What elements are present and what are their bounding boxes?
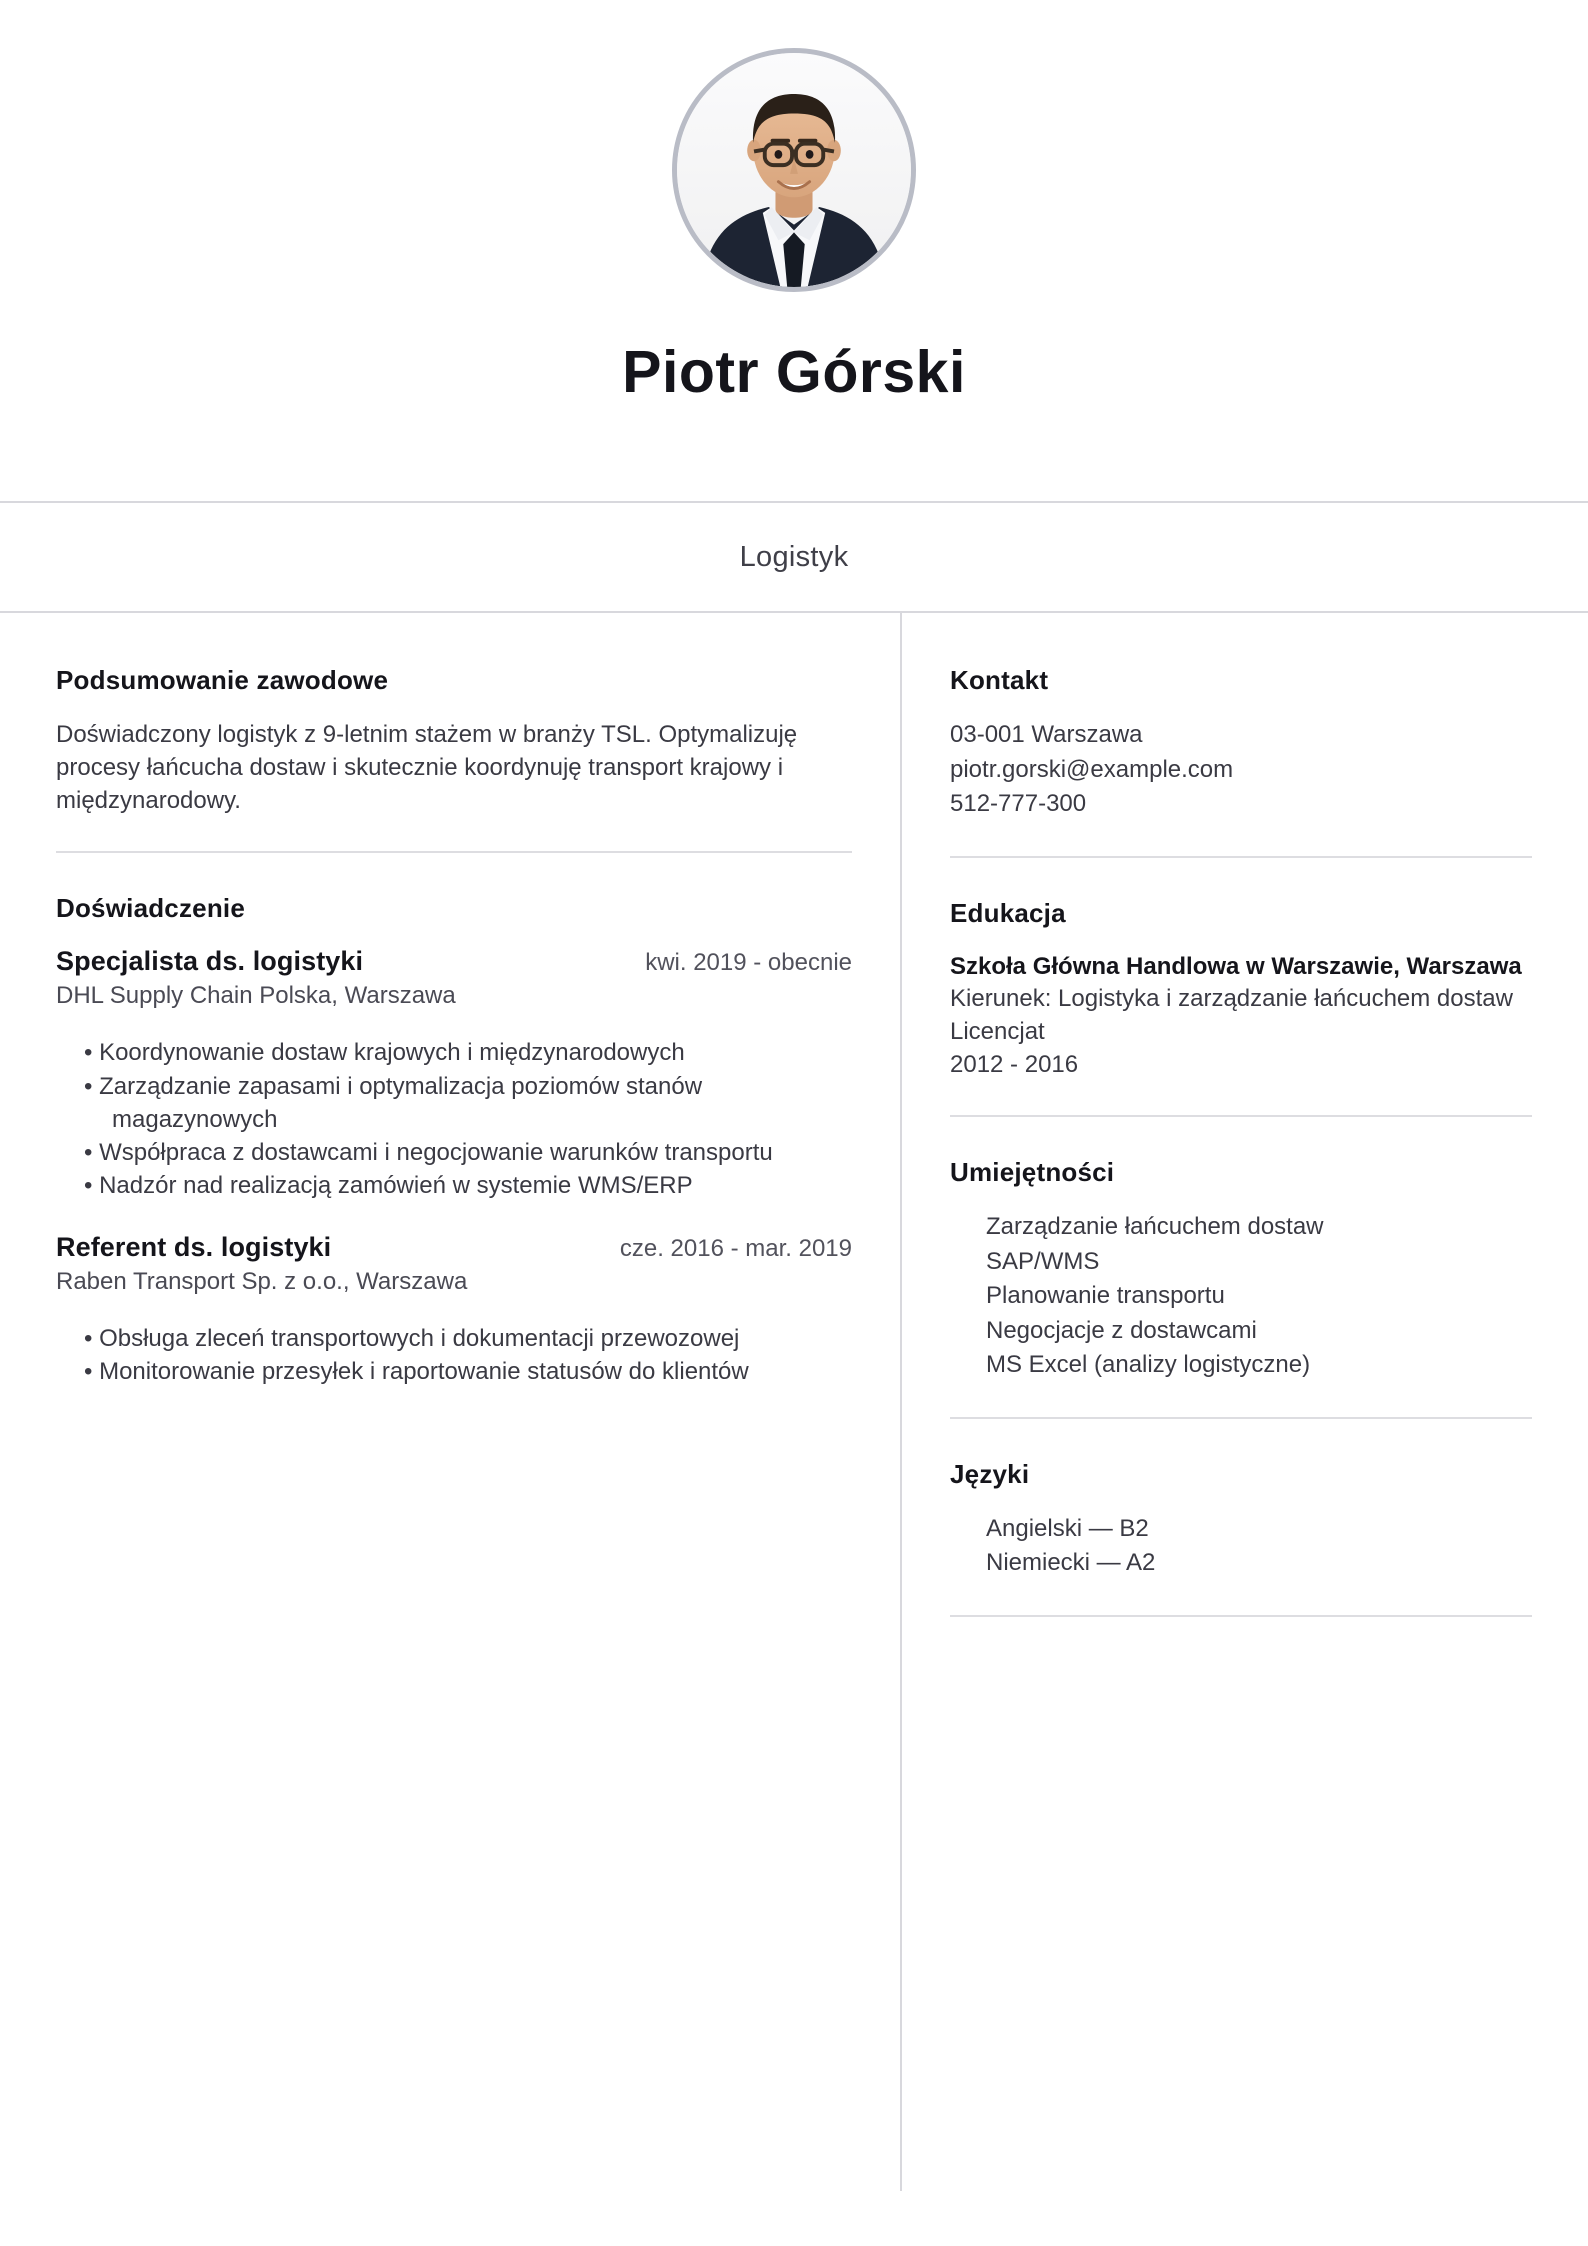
experience-company: Raben Transport Sp. z o.o., Warszawa: [56, 1267, 468, 1295]
section-contact: [950, 665, 1532, 822]
left-section-divider: [56, 851, 852, 853]
list-item: • Nadzór nad realizacją zamówień w systemie WMS/ERP: [84, 1169, 852, 1202]
section-skills: [950, 1157, 1532, 1383]
right-section-divider-3: [950, 1417, 1532, 1419]
list-item: Zarządzanie łańcuchem dostaw: [986, 1213, 1324, 1241]
experience-header: [56, 1232, 852, 1263]
education-school: Szkoła Główna Handlowa w Warszawie, Warszawa: [950, 952, 1522, 980]
section-summary: [56, 665, 852, 817]
education-lines: [950, 983, 1532, 1081]
experience-header: [56, 946, 852, 977]
list-item: • Współpraca z dostawcami i negocjowanie warunków transportu: [84, 1136, 852, 1169]
experience-bullets: [56, 1322, 852, 1388]
experience-item: [56, 1232, 852, 1388]
summary-text: Doświadczony logistyk z 9-letnim stażem w branży TSL. Optymalizuję procesy łańcucha dostaw i skutecznie koordynuję transport krajowy i międzynarodowy.: [56, 721, 798, 815]
experience-item: [56, 946, 852, 1202]
section-education: [950, 898, 1532, 1082]
experience-dates: kwi. 2019 - obecnie: [645, 949, 852, 977]
contact-line: 03-001 Warszawa: [950, 721, 1143, 748]
list-item: • Monitorowanie przesyłek i raportowanie statusów do klientów: [84, 1355, 852, 1388]
job-title-band: [0, 503, 1588, 611]
list-item: • Zarządzanie zapasami i optymalizacja poziomów stanów magazynowych: [84, 1070, 852, 1136]
section-languages: [950, 1459, 1532, 1581]
left-column: [0, 613, 900, 2191]
contact-lines: [950, 718, 1532, 822]
list-item: Negocjacje z dostawcami: [986, 1316, 1257, 1344]
skills-list: [986, 1210, 1532, 1383]
contact-line: piotr.gorski@example.com: [950, 755, 1234, 783]
section-experience: [56, 893, 852, 1388]
section-title-summary: Podsumowanie zawodowe: [56, 665, 389, 695]
languages-list: [986, 1512, 1532, 1581]
section-title-languages: Języki: [950, 1458, 1030, 1489]
experience-role: Referent ds. logistyki: [56, 1231, 332, 1262]
page-title: Piotr Górski: [622, 339, 966, 405]
section-title-contact: Kontakt: [950, 665, 1049, 695]
right-column: [902, 613, 1588, 2191]
right-section-divider-4: [950, 1615, 1532, 1617]
profile-photo-icon: [677, 53, 911, 287]
experience-company: DHL Supply Chain Polska, Warszawa: [56, 982, 456, 1010]
list-item: MS Excel (analizy logistyczne): [986, 1351, 1311, 1379]
job-title: Logistyk: [739, 540, 849, 573]
list-item: • Koordynowanie dostaw krajowych i międzynarodowych: [84, 1036, 852, 1069]
avatar: [672, 48, 916, 292]
list-item: Planowanie transportu: [986, 1282, 1225, 1310]
experience-role: Specjalista ds. logistyki: [56, 946, 364, 977]
section-title-skills: Umiejętności: [950, 1157, 1115, 1188]
education-line: Kierunek: Logistyka i zarządzanie łańcuchem dostaw: [950, 985, 1513, 1013]
education-line: 2012 - 2016: [950, 1050, 1079, 1078]
list-item: • Obsługa zleceń transportowych i dokumentacji przewozowej: [84, 1322, 852, 1355]
list-item: SAP/WMS: [986, 1247, 1100, 1275]
section-title-education: Edukacja: [950, 897, 1066, 928]
contact-line: 512-777-300: [950, 790, 1087, 818]
list-item: Niemiecki — A2: [986, 1549, 1156, 1577]
experience-list: [56, 946, 852, 1388]
right-section-divider-1: [950, 856, 1532, 858]
experience-bullets: [56, 1036, 852, 1202]
resume-header: [0, 0, 1588, 405]
resume-body: [0, 613, 1588, 2191]
list-item: Angielski — B2: [986, 1514, 1149, 1542]
section-title-experience: Doświadczenie: [56, 893, 245, 924]
education-line: Licencjat: [950, 1017, 1045, 1045]
experience-dates: cze. 2016 - mar. 2019: [619, 1234, 852, 1262]
right-section-divider-2: [950, 1115, 1532, 1117]
